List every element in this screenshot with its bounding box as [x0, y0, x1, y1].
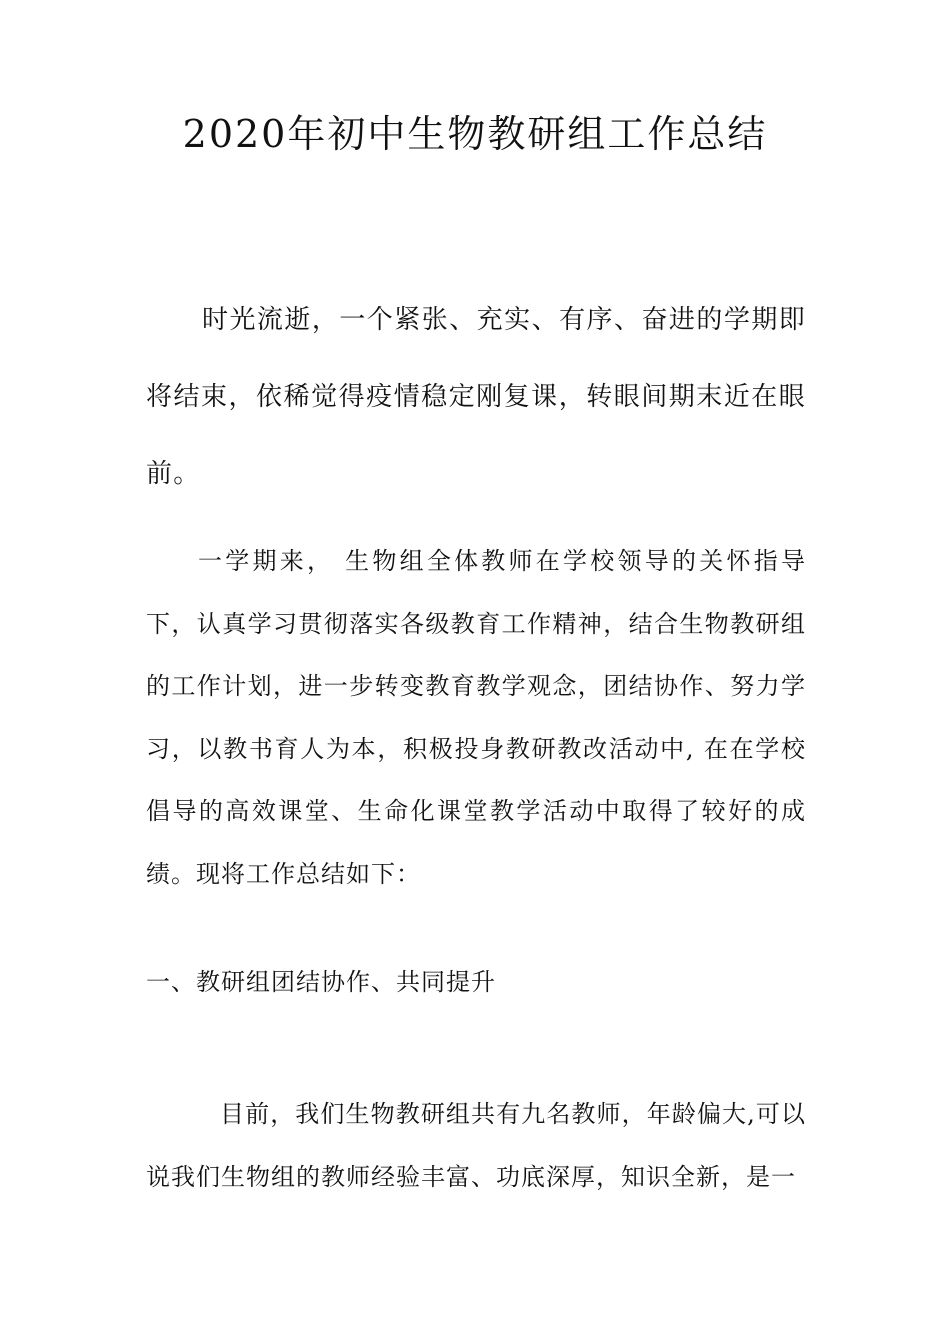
paragraph-intro: 时光流逝，一个紧张、充实、有序、奋进的学期即将结束，依稀觉得疫情稳定刚复课，转眼间期末近在眼前。: [146, 305, 806, 489]
section-paragraph: 目前，我们生物教研组共有九名教师，年龄偏大,可以说我们生物组的教师经验丰富、功底深厚，知识全新，是一: [146, 1100, 806, 1191]
section-heading: 一、教研组团结协作、共同提升: [146, 968, 496, 996]
paragraph-overview: 一学期来， 生物组全体教师在学校领导的关怀指导下，认真学习贯彻落实各级教育工作精神，结合生物教研组的工作计划，进一步转变教育教学观念，团结协作、努力学习，以教书育人为本，积极投身教研教改活动中, 在在学校倡导的高效课堂、生命化课堂教学活动中取得了较好的成绩。现将工作总结如下：: [146, 547, 806, 888]
document-title: 2020年初中生物教研组工作总结: [182, 112, 768, 156]
